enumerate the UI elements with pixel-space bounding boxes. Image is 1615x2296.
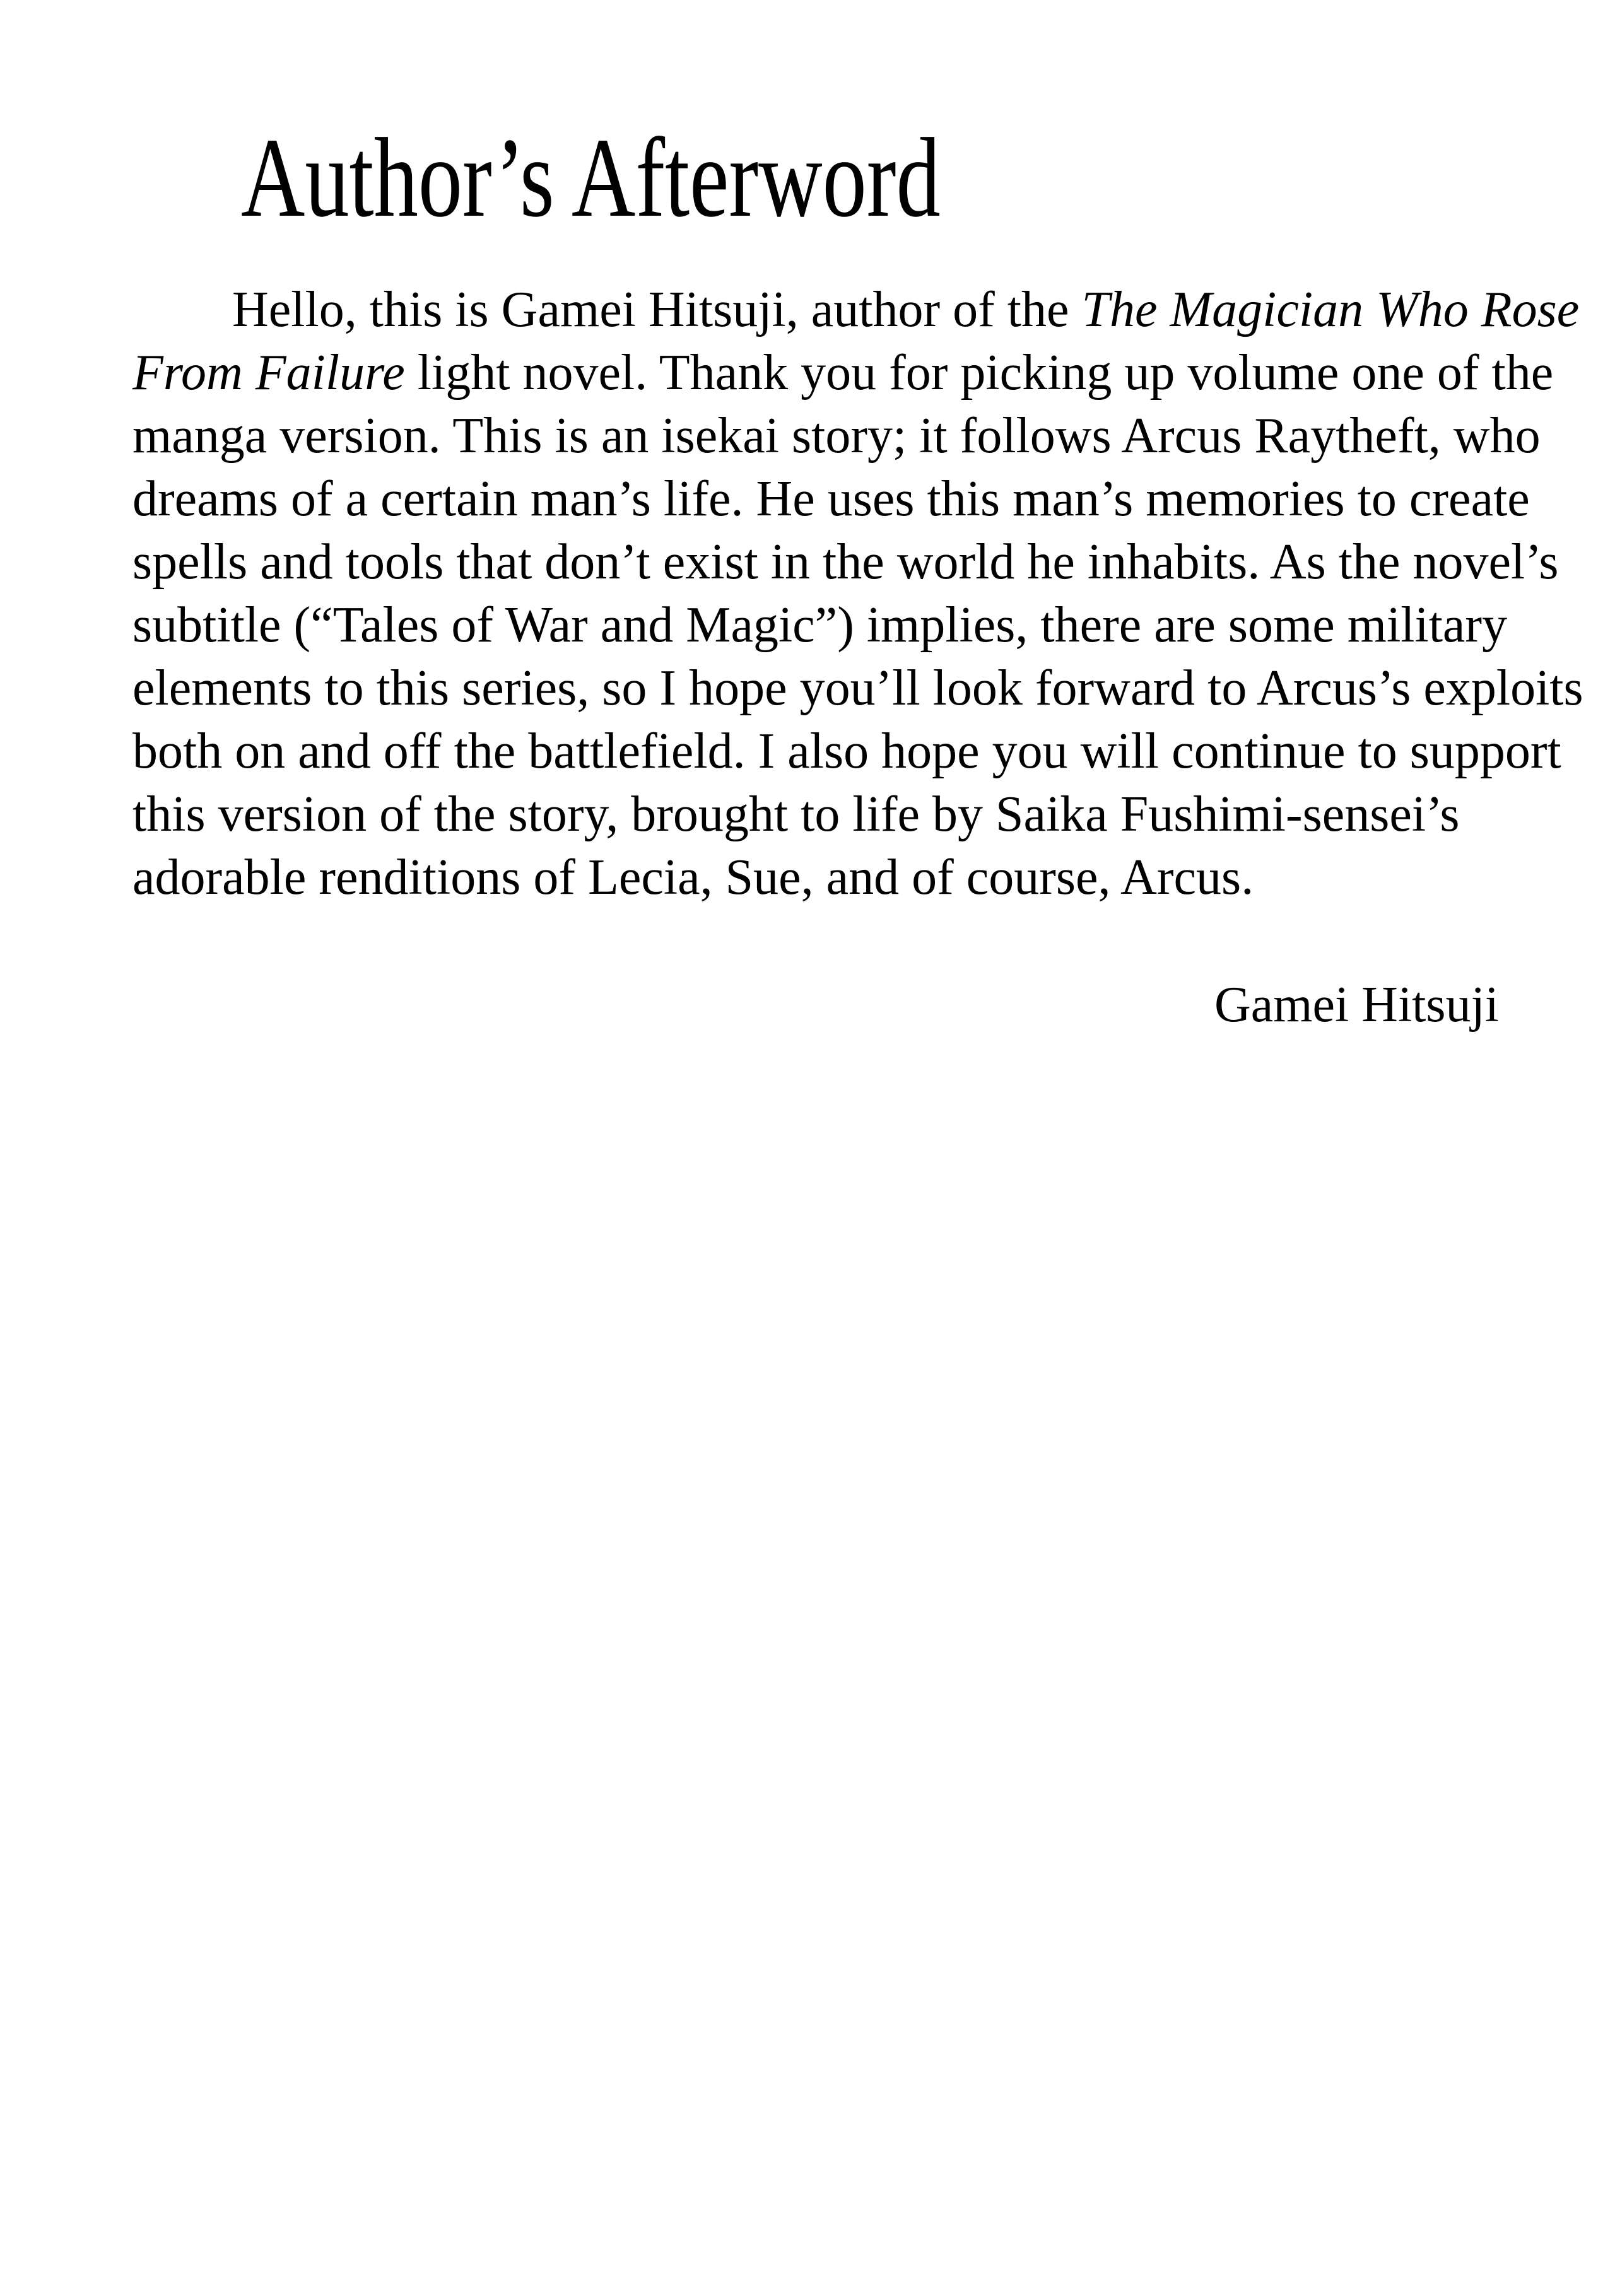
paragraph-line xyxy=(132,783,1499,846)
line-text: both on and off the battlefield. I also hope you will continue to support xyxy=(132,723,1561,779)
line-text: adorable renditions of Lecia, Sue, and of course, Arcus. xyxy=(132,850,1254,905)
line-text: manga version. This is an isekai story; it follows Arcus Raytheft, who xyxy=(132,408,1541,464)
line-text: spells and tools that don’t exist in the world he inhabits. As the novel’s xyxy=(132,534,1559,590)
paragraph-line xyxy=(132,341,1554,404)
paragraph-line xyxy=(132,467,1530,530)
paragraph-line xyxy=(132,404,1541,467)
author-signature: Gamei Hitsuji xyxy=(1214,977,1499,1033)
line-text: this version of the story, brought to life by Saika Fushimi-sensei’s xyxy=(132,787,1460,842)
page-title: Author’s Afterword xyxy=(241,115,941,240)
line-text: elements to this series, so I hope you’ll look forward to Arcus’s exploits xyxy=(132,660,1583,716)
line-text: dreams of a certain man’s life. He uses this man’s memories to create xyxy=(132,471,1530,527)
afterword-paragraph xyxy=(132,278,1583,909)
paragraph-line xyxy=(132,657,1583,720)
line-text: light novel. Thank you for picking up volume one of the xyxy=(404,345,1554,401)
line-text: Hello, this is Gamei Hitsuji, author of the xyxy=(232,282,1082,337)
paragraph-line xyxy=(132,278,1580,341)
paragraph-line xyxy=(132,594,1508,657)
line-text: subtitle (“Tales of War and Magic”) implies, there are some military xyxy=(132,597,1508,653)
paragraph-line xyxy=(132,846,1499,909)
paragraph-line xyxy=(132,720,1561,783)
paragraph-line xyxy=(132,530,1559,594)
novel-title-italic: From Failure xyxy=(132,345,405,401)
novel-title-italic: The Magician Who Rose xyxy=(1081,282,1580,337)
